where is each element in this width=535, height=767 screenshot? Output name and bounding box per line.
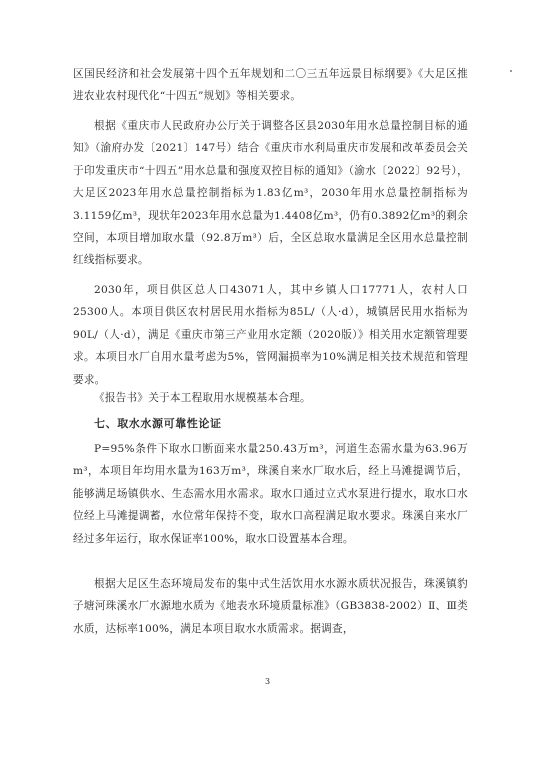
scan-speck	[510, 70, 512, 72]
paragraph-water-quality: 根据大足区生态环境局发布的集中式生活饮用水水源水质状况报告，珠溪镇豹子塘河珠溪水厂水源地水质为《地表水环境质量标准》（GB3838-2002）Ⅱ、Ⅲ类水质，达标率100%，满足本项目取水水质需求。据调查，	[73, 578, 468, 635]
paragraph-water-quota: 根据《重庆市人民政府办公厅关于调整各区县2030年用水总量控制目标的通知》（渝府办发〔2021〕147号）结合《重庆市水利局重庆市发展和改革委员会关于印发重庆市“十四五”用水总量和强度双控目标的通知》（渝水〔2022〕92号），大足区2023年用水总量控制指标为1.83亿m³，2030年用水总量控制指标为3.1159亿m³，现状年2023年用水总量为1.4408亿m³，仍有0.3892亿m³的剩余空间，本项目增加取水量（92.8万m³）后，全区总取水量满足全区用水总量控制红线指标要求。	[73, 120, 468, 267]
paragraph-report-conclusion: 《报告书》关于本工程取用水规模基本合理。	[94, 392, 311, 404]
section-heading: 七、取水水源可靠性论证	[94, 417, 222, 430]
page-number: 3	[264, 677, 271, 686]
paragraph-water-source: P=95%条件下取水口断面来水量250.43万m³，河道生态需水量为63.96万m³，本项目年均用水量为163万m³，珠溪自来水厂取水后，经上马滩提调节后，能够满足场镇供水、生态需水用水需求。取水口通过立式水泵进行提水，取水口水位经上马滩提调蓄，水位常年保持不变，取水口高程满足取水要求。珠溪自来水厂经过多年运行，取水保证率100%，取水口设置基本合理。	[73, 443, 468, 545]
paragraph-population: 2030年，项目供区总人口43071人，其中乡镇人口17771人，农村人口25300人。本项目供区农村居民用水指标为85L/（人·d），城镇居民用水指标为90L/（人·d），满足《重庆市第三产业用水定额（2020版）》相关用水定额管理要求。本项目水厂自用水量考虑为5%，管网漏损率为10%满足相关技术规范和管理要求。	[73, 284, 468, 386]
paragraph-planning-refs: 区国民经济和社会发展第十四个五年规划和二〇三五年远景目标纲要》《大足区推进农业农村现代化“十四五”规划》等相关要求。	[73, 68, 468, 103]
